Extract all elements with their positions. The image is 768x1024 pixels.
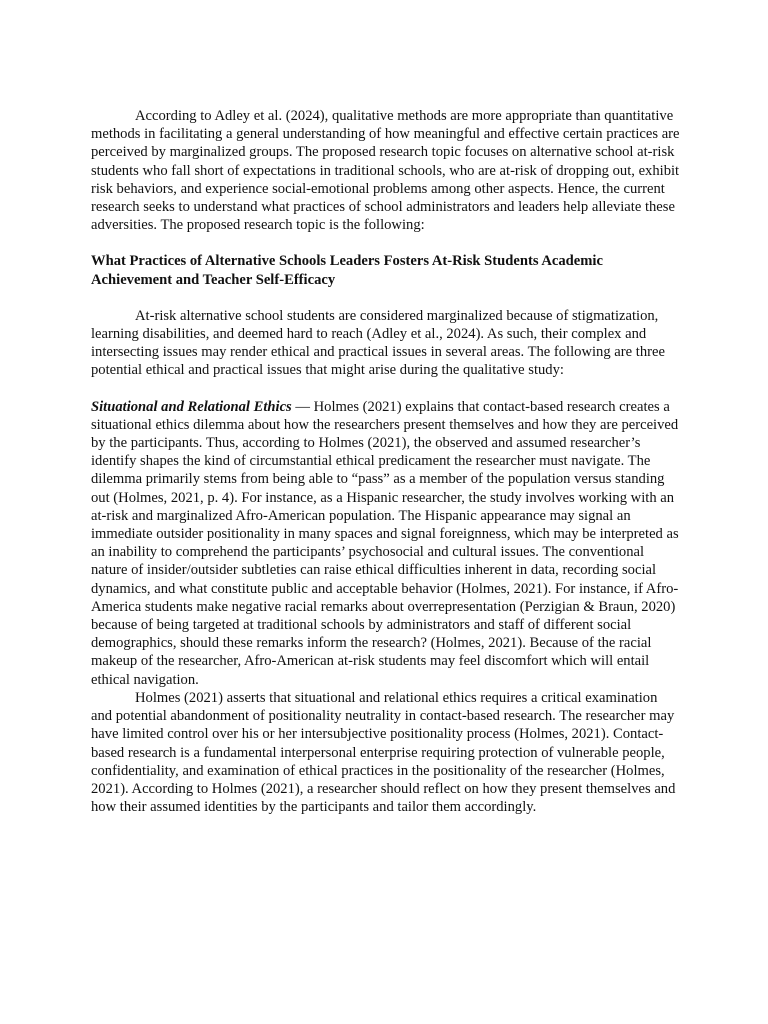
document-page xyxy=(91,107,681,816)
intro-paragraph: According to Adley et al. (2024), qualitative methods are more appropriate than quantitative methods in facilitating a general understanding of how meaningful and effective certain practices are perceived by marginalized groups. The proposed research topic focuses on alternative school at-risk students who fall short of expectations in traditional schools, who are at-risk of dropping out, exhibit risk behaviors, and experience social-emotional problems among other aspects. Hence, the current research seeks to understand what practices of school administrators and leaders help alleviate these adversities. The proposed research topic is the following: xyxy=(91,108,680,234)
research-title: What Practices of Alternative Schools Leaders Fosters At-Risk Students Academic Achievement and Teacher Self-Efficacy xyxy=(91,253,603,288)
section-lead: Situational and Relational Ethics xyxy=(91,398,292,415)
issues-paragraph: At-risk alternative school students are considered marginalized because of stigmatization, learning disabilities, and deemed hard to reach (Adley et al., 2024). As such, their complex and intersecting issues may render ethical and practical issues in several areas. The following are three potential ethical and practical issues that might arise during the qualitative study: xyxy=(91,307,665,379)
holmes-paragraph: Holmes (2021) asserts that situational and relational ethics requires a critical examination and potential abandonment of positionality neutrality in contact-based research. The researcher may have limited control over his or her intersubjective positionality process (Holmes, 2021). Contact-based research is a fundamental interpersonal enterprise requiring protection of vulnerable people, confidentiality, and examination of ethical practices in the positionality of the researcher (Holmes, 2021). According to Holmes (2021), a researcher should reflect on how they present themselves and how their assumed identities by the participants and tailor them accordingly. xyxy=(91,689,676,816)
section-body: — Holmes (2021) explains that contact-based research creates a situational ethics dilemma about how the researchers present themselves and how they are perceived by the participants. Thus, according to Holmes (2021), the observed and assumed researcher’s identify shapes the kind of circumstantial ethical predicament the researcher must navigate. The dilemma primarily stems from being able to “pass” as a member of the population versus standing out (Holmes, 2021, p. 4). For instance, as a Hispanic researcher, the study involves working with an at-risk and marginalized Afro-American population. The Hispanic appearance may signal an immediate outsider positionality in many spaces and signal foreignness, which may be interpreted as an inability to comprehend the participants’ psychosocial and cultural issues. The conventional nature of insider/outsider subtleties can raise ethical difficulties inherent in data, recording social dynamics, and what constitute public and acceptable behavior (Holmes, 2021). For instance, if Afro-America students make negative racial remarks about overrepresentation (Perzigian & Braun, 2020) because of being targeted at traditional schools by administrators and staff of different social demographics, should these remarks inform the research? (Holmes, 2021). Because of the racial makeup of the researcher, Afro-American at-risk students may feel discomfort which will entail ethical navigation. xyxy=(91,398,679,688)
situational-ethics-paragraph xyxy=(91,398,681,689)
